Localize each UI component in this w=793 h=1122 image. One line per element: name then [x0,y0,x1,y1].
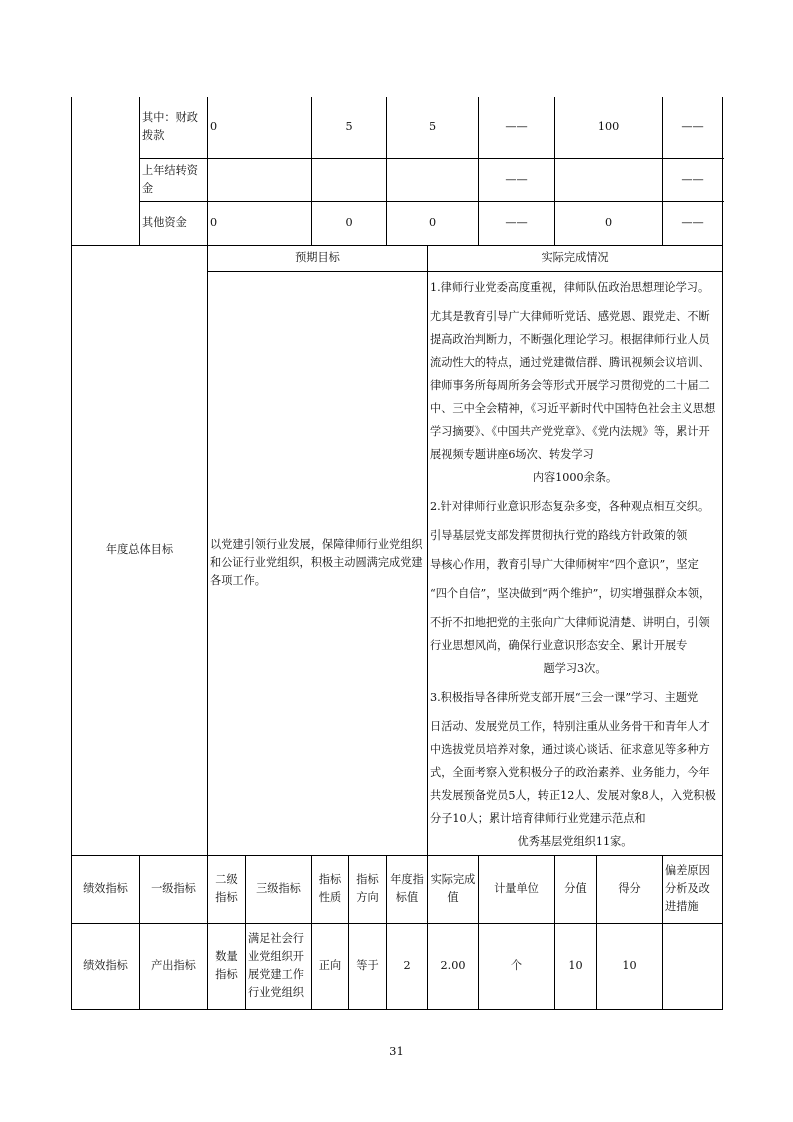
perf-cell: 产出指标 [140,923,208,1009]
actual-paragraph: 题学习3次。 [543,661,607,675]
fund-left-blank [72,97,140,245]
perf-cell: 绩效指标 [72,923,140,1009]
perf-cell: 2 [387,923,428,1009]
fund-value: 0 [387,201,479,245]
actual-completion-header: 实际完成情况 [428,245,723,271]
fund-value [387,158,479,201]
perf-header-cell: 得分 [597,855,663,923]
table-row [72,923,723,1009]
fund-value [208,158,312,201]
perf-cell: 满足社会行业党组织开展党建工作行业党组织 [246,923,312,1009]
fund-label: 其中：财政拨款 [140,97,208,158]
perf-header-cell: 绩效指标 [72,855,140,923]
actual-paragraph: 引导基层党支部发挥贯彻执行党的路线方针政策的领 [430,528,688,542]
perf-header-cell: 一级指标 [140,855,208,923]
fund-value: 0 [555,201,663,245]
fund-value: 0 [208,201,312,245]
fund-value [555,158,663,201]
actual-paragraph: 内容1000余条。 [532,470,618,484]
perf-header-cell: 计量单位 [479,855,555,923]
actual-paragraph: 2.针对律师行业意识形态复杂多变，各种观点相互交织。 [430,499,710,513]
actual-paragraph: 1.律师行业党委高度重视，律师队伍政治思想理论学习。 [430,280,710,294]
fund-row-fiscal [72,97,723,158]
fund-value: 5 [312,97,387,158]
fund-row-carryover [72,158,723,201]
fund-value: 0 [208,97,312,158]
fund-value: —— [479,158,555,201]
fund-value: —— [479,201,555,245]
actual-paragraph: “四个自信”，坚决做到“两个维护”，切实增强群众本领， [430,586,711,600]
fund-value: —— [663,97,723,158]
expected-goal-header: 预期目标 [208,245,428,271]
perf-header-row [72,855,723,923]
performance-table [71,97,723,1010]
perf-cell: 10 [597,923,663,1009]
fund-value: 5 [387,97,479,158]
actual-paragraph: 尤其是教育引导广大律师听党话、感党恩、跟党走、不断提高政治判断力，不断强化理论学习。根据律师行业人员流动性大的特点，通过党建微信群、腾讯视频会议培训、律师事务所每周所务会等形式开展学习贯彻党的二十届二中、三中全会精神，《习近平新时代中国特色社会主义思想学习摘要》、《中国共产党党章》、《党内法规》等，累计开展视频专题讲座6场次、转发学习 [430,309,716,461]
fund-value: —— [479,97,555,158]
perf-cell: 个 [479,923,555,1009]
actual-paragraph: 不折不扣地把党的主张向广大律师说清楚、讲明白，引领行业思想风尚，确保行业意识形态安全、累计开展专 [430,615,710,652]
perf-header-cell: 二级指标 [208,855,246,923]
fund-value: 0 [312,201,387,245]
actual-paragraph: 优秀基层党组织11家。 [517,834,633,848]
fund-value: —— [663,158,723,201]
expected-goal-text: 以党建引领行业发展，保障律师行业党组织和公证行业党组织，积极主动圆满完成党建各项工作。 [208,271,428,855]
perf-header-cell: 指标性质 [312,855,349,923]
perf-header-cell: 三级指标 [246,855,312,923]
actual-paragraph: 3.积极指导各律所党支部开展“三会一课”学习、主题党 [430,690,699,704]
perf-header-cell: 年度指标值 [387,855,428,923]
fund-value [312,158,387,201]
perf-header-cell: 指标方向 [349,855,387,923]
actual-paragraph: 导核心作用，教育引导广大律师树牢“四个意识”，坚定 [430,557,699,571]
goal-header-row [72,245,723,271]
perf-cell: 2.00 [428,923,479,1009]
perf-cell: 数量指标 [208,923,246,1009]
fund-row-other [72,201,723,245]
perf-cell: 等于 [349,923,387,1009]
actual-completion-text [428,271,723,855]
fund-value: —— [663,201,723,245]
perf-cell [663,923,723,1009]
perf-cell: 正向 [312,923,349,1009]
fund-label: 上年结转资金 [140,158,208,201]
annual-goal-label: 年度总体目标 [72,245,208,855]
perf-header-cell: 实际完成值 [428,855,479,923]
fund-value: 100 [555,97,663,158]
fund-label: 其他资金 [140,201,208,245]
page-number: 31 [389,1044,404,1058]
actual-paragraph: 日活动、发展党员工作，特别注重从业务骨干和青年人才中选拔党员培养对象，通过谈心谈话、征求意见等多种方式，全面考察入党积极分子的政治素养、业务能力，今年共发展预备党员5人，转正12人、发展对象8人，入党积极分子10人；累计培育律师行业党建示范点和 [430,719,716,825]
perf-header-cell: 偏差原因分析及改进措施 [663,855,723,923]
perf-cell: 10 [555,923,597,1009]
perf-header-cell: 分值 [555,855,597,923]
